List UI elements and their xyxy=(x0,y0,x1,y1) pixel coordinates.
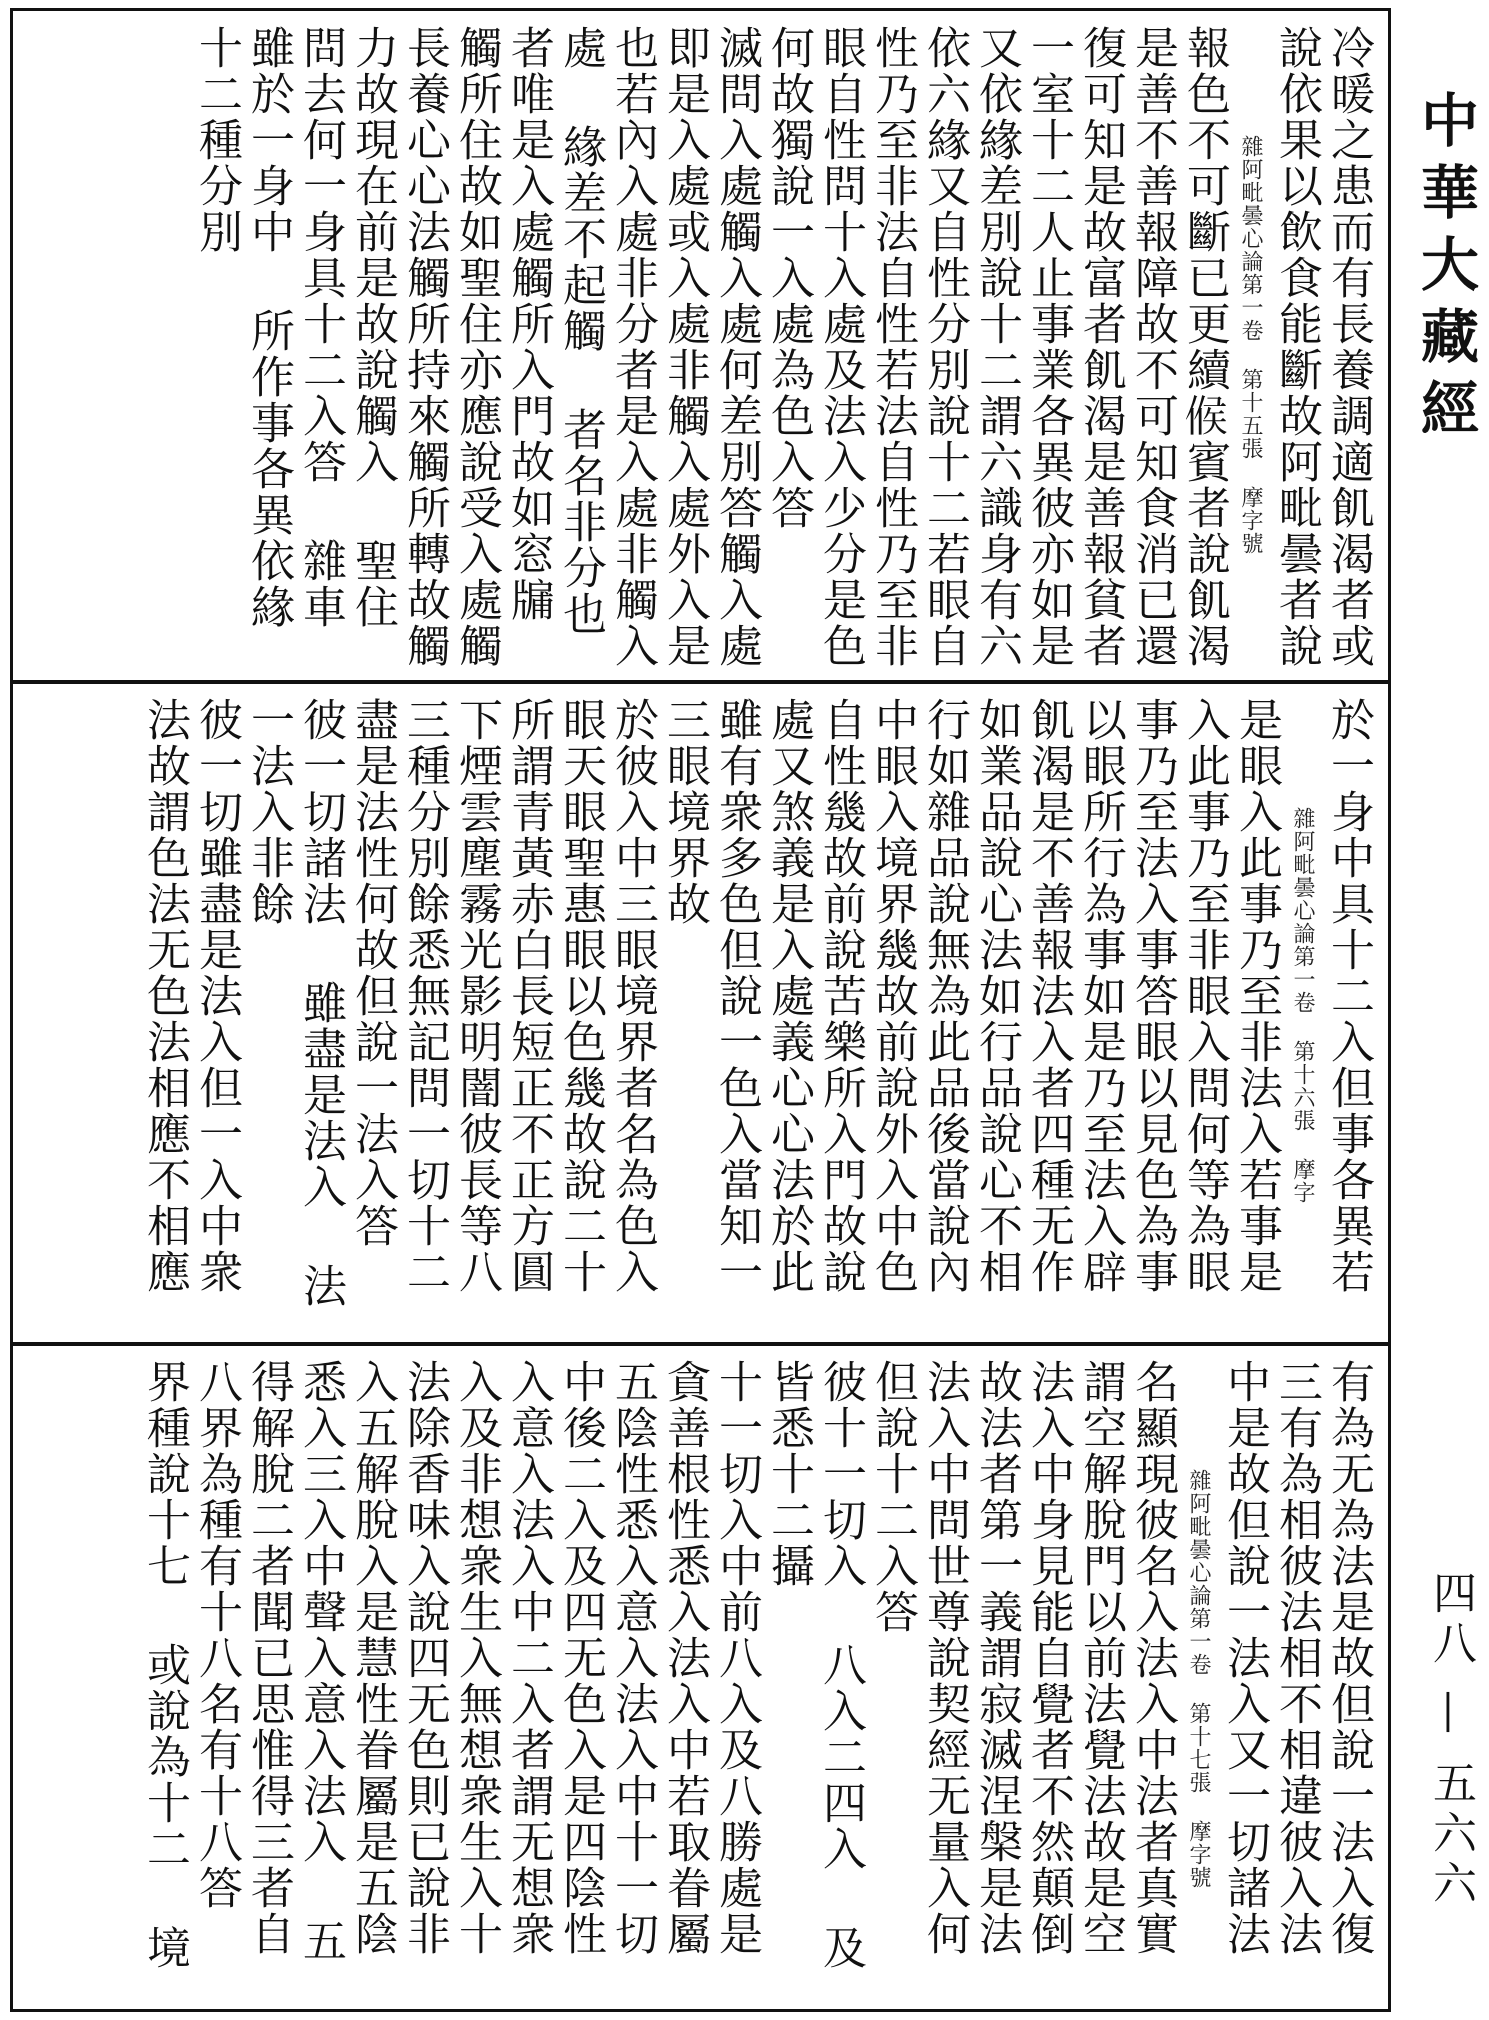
text-column: 法故謂色法无色法相應不相應 xyxy=(139,697,190,1295)
text-column: 法入中問世尊說契經无量入何 xyxy=(919,1359,970,1957)
text-column: 如業品說心法如行品說心不相 xyxy=(971,697,1022,1295)
text-column: 冷暖之患而有長養調適飢渴者或 xyxy=(1323,25,1374,669)
text-column: 法除香味入說四无色則已說非 xyxy=(399,1359,450,1957)
text-column: 貪善根性悉入法入中若取眷屬 xyxy=(659,1359,710,1957)
text-column: 悉入三入中聲入意入法入 五 xyxy=(295,1359,346,1964)
text-column: 入此事乃至非眼入問何等為眼 xyxy=(1179,697,1230,1295)
text-column: 又依緣差別說十二謂六識身有六 xyxy=(971,25,1022,669)
text-block-2 xyxy=(10,680,1391,1346)
text-column: 處 緣差不起觸 者名非分也 xyxy=(555,25,606,637)
column-group xyxy=(27,25,1374,671)
text-column: 一室十二人止事業各異彼亦如是 xyxy=(1023,25,1074,669)
text-column: 中是故但說一法入又一切諸法 xyxy=(1219,1359,1270,1957)
text-column: 性乃至非法自性若法自性乃至非 xyxy=(867,25,918,669)
text-column: 五陰性悉入意入法入中十一切 xyxy=(607,1359,658,1957)
column-group xyxy=(27,697,1374,1333)
text-column: 謂空解脫門以前法覺法故是空 xyxy=(1075,1359,1126,1957)
text-column: 觸所住故如聖住亦應說受入處觸 xyxy=(451,25,502,669)
text-column: 十一切入中前八入及八勝處是 xyxy=(711,1359,762,1957)
text-column: 有為无為法是故但說一法入復 xyxy=(1323,1359,1374,1957)
text-block-1 xyxy=(10,8,1391,684)
text-column: 盡是法性何故但說一法入答 xyxy=(347,697,398,1249)
text-column: 雖於一身中 所作事各異依緣 xyxy=(243,25,294,630)
text-column: 下煙雲塵霧光影明闇彼長等八 xyxy=(451,697,502,1295)
column-group xyxy=(27,1359,1374,1999)
text-column: 報色不可斷已更續𠋫賓者說飢渴 xyxy=(1179,25,1230,669)
text-column: 名顯現彼名入法入中法者真實 xyxy=(1127,1359,1178,1957)
text-column: 八界為種有十八名有十八答 xyxy=(191,1359,242,1911)
text-column: 復可知是故富者飢渴是善報貧者 xyxy=(1075,25,1126,669)
text-column: 長養心心法觸所持來觸所轉故觸 xyxy=(399,25,450,669)
text-column: 入意入法入中二入者謂无想衆 xyxy=(503,1359,554,1957)
text-column: 法入中身見能自覺者不然顛倒 xyxy=(1023,1359,1074,1957)
text-column: 事乃至法入事答眼以見色為事 xyxy=(1127,697,1178,1295)
text-column: 處又煞義是入處義心心法於此 xyxy=(763,697,814,1295)
text-column: 所謂青黃赤白長短正不正方圓 xyxy=(503,697,554,1295)
text-column: 說依果以飲食能斷故阿毗曇者說 xyxy=(1271,25,1322,669)
text-column: 但說十二入答 xyxy=(867,1359,918,1635)
text-column: 即是入處或入處非觸入處外入是 xyxy=(659,25,710,669)
text-column: 力故現在前是故說觸入 聖住 xyxy=(347,25,398,630)
text-column: 行如雜品說無為此品後當說內 xyxy=(919,697,970,1295)
text-column: 十二種分別 xyxy=(191,25,242,255)
text-column: 以眼所行為事如是乃至法入辟 xyxy=(1075,697,1126,1295)
text-column: 何故獨說一入處為色入答 xyxy=(763,25,814,531)
text-column: 眼天眼聖惠眼以色㡬故說二十 xyxy=(555,697,606,1295)
block-header: 雜阿毗曇心論第一卷 第十七張 摩字號 xyxy=(1186,1469,1211,1889)
text-column: 得解脫二者聞已思惟得三者自 xyxy=(243,1359,294,1957)
text-column: 三種分別餘悉無記問一切十二 xyxy=(399,697,450,1295)
text-column: 入五解脫入是慧性眷屬是五陰 xyxy=(347,1359,398,1957)
text-column: 飢渴是不善報法入者四種无作 xyxy=(1023,697,1074,1295)
text-column: 一法入非餘 xyxy=(243,697,294,927)
block-header: 雜阿毗曇心論第一卷 第十五張 摩字號 xyxy=(1238,135,1263,555)
page-number: 四八 — 五六六 xyxy=(1425,1570,1476,1910)
text-column: 自性㡬故前說苦樂所入門故說 xyxy=(815,697,866,1295)
text-column: 依六緣又自性分別說十二若眼自 xyxy=(919,25,970,669)
text-column: 問去何一身具十二入答 雜車 xyxy=(295,25,346,630)
text-block-3 xyxy=(10,1342,1391,2012)
text-column: 彼十一切入 八入二四入 及 xyxy=(815,1359,866,1971)
text-column: 故法者第一義謂寂滅涅槃是法 xyxy=(971,1359,1022,1957)
text-column: 於彼入中三眼境界者名為色入 xyxy=(607,697,658,1295)
text-column: 中眼入境界㡬故前說外入中色 xyxy=(867,697,918,1295)
text-column: 三有為相彼法相不相違彼入法 xyxy=(1271,1359,1322,1957)
block-header: 雜阿毗曇心論第一卷 第十六張 摩字 xyxy=(1290,807,1315,1204)
text-column: 滅問入處觸入處何差別答觸入處 xyxy=(711,25,762,669)
text-column: 界種說十七 或說為十二 境 xyxy=(139,1359,190,1971)
text-column: 三眼境界故 xyxy=(659,697,710,927)
text-column: 雖有衆多色但說一色入當知一 xyxy=(711,697,762,1295)
text-column: 皆悉十二攝 xyxy=(763,1359,814,1589)
text-column: 是眼入此事乃至非法入若事是 xyxy=(1231,697,1282,1295)
collection-title: 中華大藏經 xyxy=(1411,90,1479,450)
text-column: 也若內入處非分者是入處非觸入 xyxy=(607,25,658,669)
text-column: 是善不善報障故不可知食消已還 xyxy=(1127,25,1178,669)
text-column: 者唯是入處觸所入門故如窓牖 xyxy=(503,25,554,623)
text-column: 入及非想衆生入無想衆生入十 xyxy=(451,1359,502,1957)
text-column: 彼一切雖盡是法入但一入中衆 xyxy=(191,697,242,1295)
text-column: 眼自性問十入處及法入少分是色 xyxy=(815,25,866,669)
text-column: 於一身中具十二入但事各異若 xyxy=(1323,697,1374,1295)
text-column: 中後二入及四无色入是四陰性 xyxy=(555,1359,606,1957)
text-column: 彼一切諸法 雖盡是法入 法 xyxy=(295,697,346,1309)
